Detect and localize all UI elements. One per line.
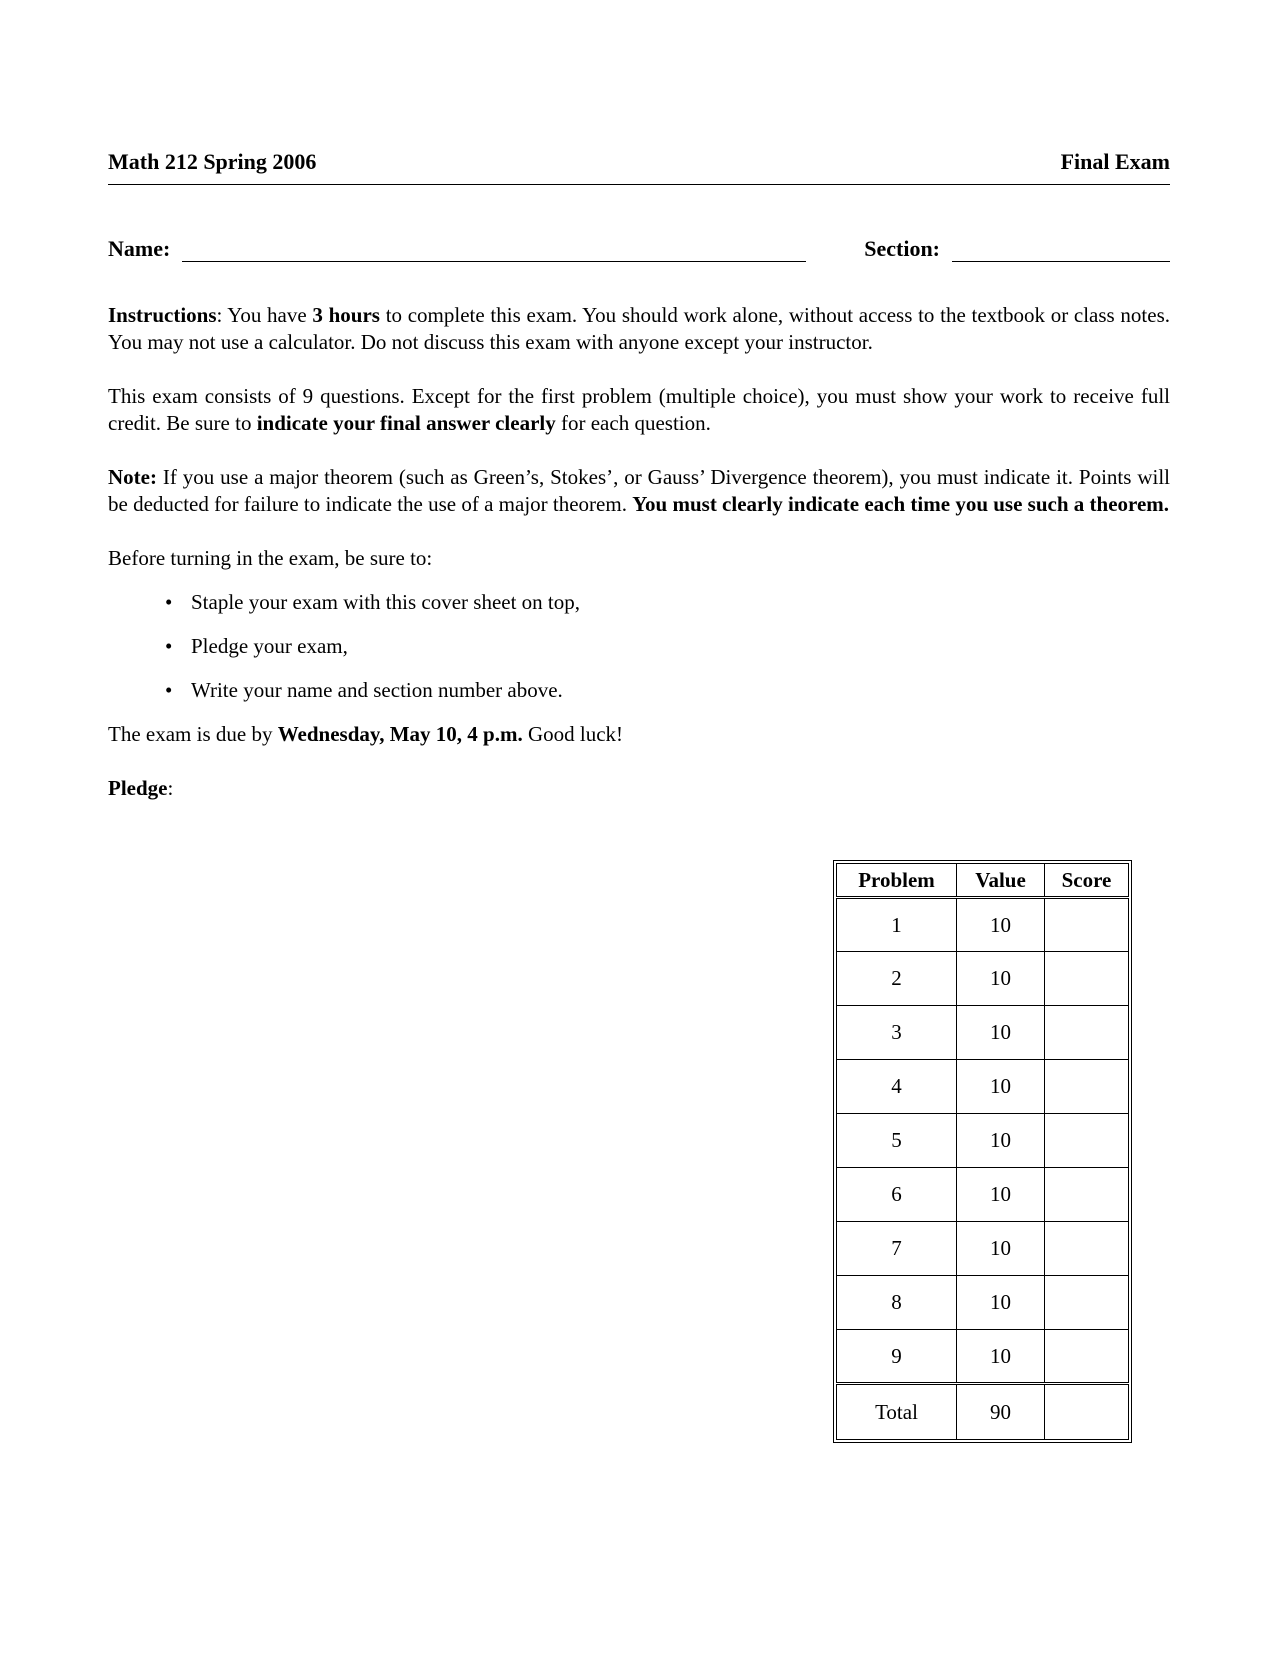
section-label: Section: [864, 236, 940, 261]
note-keyword: Note: [108, 465, 157, 489]
instructions-keyword: Instructions [108, 303, 217, 327]
table-row [837, 1222, 1129, 1276]
table-row [837, 1330, 1129, 1384]
theorem-emphasis: You must clearly indicate each time you use such a theorem. [632, 492, 1170, 516]
section-blank-field [952, 237, 1170, 262]
score-cell [1045, 1168, 1129, 1222]
list-item [108, 633, 1170, 660]
value-cell: 10 [957, 1060, 1045, 1114]
score-cell [1045, 1114, 1129, 1168]
problem-header: Problem [837, 864, 957, 898]
table-row [837, 1168, 1129, 1222]
list-item-text: Pledge your exam, [191, 634, 348, 658]
score-cell [1045, 1330, 1129, 1384]
due-date-emphasis: Wednesday, May 10, 4 p.m. [277, 722, 523, 746]
problem-cell: 4 [837, 1060, 957, 1114]
total-value-cell: 90 [957, 1384, 1045, 1440]
score-cell [1045, 1060, 1129, 1114]
paragraph-note: Note: If you use a major theorem (such as Green’s, Stokes’, or Gauss’ Divergence theorem), you must indicate it. Points will be deducted for failure to indicate the use of a major theorem. You must clearly indicate each time you use such a theorem. [108, 465, 1170, 516]
score-header: Score [1045, 864, 1129, 898]
paragraph-before-turning-in: Before turning in the exam, be sure to: [108, 546, 433, 570]
problem-cell: 9 [837, 1330, 957, 1384]
problem-cell: 3 [837, 1006, 957, 1060]
value-cell: 10 [957, 1330, 1045, 1384]
total-label-cell: Total [837, 1384, 957, 1440]
checklist [108, 589, 1170, 704]
score-table-area [108, 860, 1170, 1443]
score-cell [1045, 1006, 1129, 1060]
problem-cell: 6 [837, 1168, 957, 1222]
value-header: Value [957, 864, 1045, 898]
name-section-row [108, 235, 1170, 262]
problem-cell: 2 [837, 952, 957, 1006]
score-table [836, 863, 1129, 1440]
table-row [837, 1006, 1129, 1060]
score-cell [1045, 898, 1129, 952]
value-cell: 10 [957, 1222, 1045, 1276]
problem-cell: 1 [837, 898, 957, 952]
final-answer-emphasis: indicate your final answer clearly [256, 411, 556, 435]
value-cell: 10 [957, 898, 1045, 952]
name-blank-field [182, 237, 806, 262]
list-item [108, 589, 1170, 616]
course-title: Math 212 Spring 2006 [108, 149, 317, 174]
problem-cell: 5 [837, 1114, 957, 1168]
table-row [837, 898, 1129, 952]
score-cell [1045, 1276, 1129, 1330]
total-score-cell [1045, 1384, 1129, 1440]
table-row [837, 1060, 1129, 1114]
value-cell: 10 [957, 952, 1045, 1006]
problem-cell: 7 [837, 1222, 957, 1276]
document-header [108, 148, 1170, 185]
table-header-row [837, 864, 1129, 898]
paragraph-exam-structure: This exam consists of 9 questions. Except for the first problem (multiple choice), you must show your work to receive full credit. Be sure to indicate your final answer clearly for each question. [108, 384, 1170, 435]
value-cell: 10 [957, 1168, 1045, 1222]
score-cell [1045, 952, 1129, 1006]
bullet-icon: • [165, 678, 173, 702]
table-row [837, 952, 1129, 1006]
score-table-border [833, 860, 1132, 1443]
paragraph-due-date: The exam is due by Wednesday, May 10, 4 p.m. Good luck! [108, 722, 624, 746]
value-cell: 10 [957, 1006, 1045, 1060]
bullet-icon: • [165, 634, 173, 658]
table-row [837, 1114, 1129, 1168]
name-label: Name: [108, 236, 171, 261]
bullet-icon: • [165, 590, 173, 614]
pledge-label: Pledge: [108, 776, 174, 800]
list-item-text: Staple your exam with this cover sheet on top, [191, 590, 581, 614]
hours-emphasis: 3 hours [312, 303, 380, 327]
table-total-row [837, 1384, 1129, 1440]
paragraph-instructions: Instructions: You have 3 hours to complete this exam. You should work alone, without access to the textbook or class notes. You may not use a calculator. Do not discuss this exam with anyone except your instructor. [108, 303, 1170, 354]
list-item [108, 677, 1170, 704]
problem-cell: 8 [837, 1276, 957, 1330]
value-cell: 10 [957, 1276, 1045, 1330]
list-item-text: Write your name and section number above. [191, 678, 563, 702]
value-cell: 10 [957, 1114, 1045, 1168]
exam-title: Final Exam [1060, 149, 1170, 174]
table-row [837, 1276, 1129, 1330]
score-cell [1045, 1222, 1129, 1276]
